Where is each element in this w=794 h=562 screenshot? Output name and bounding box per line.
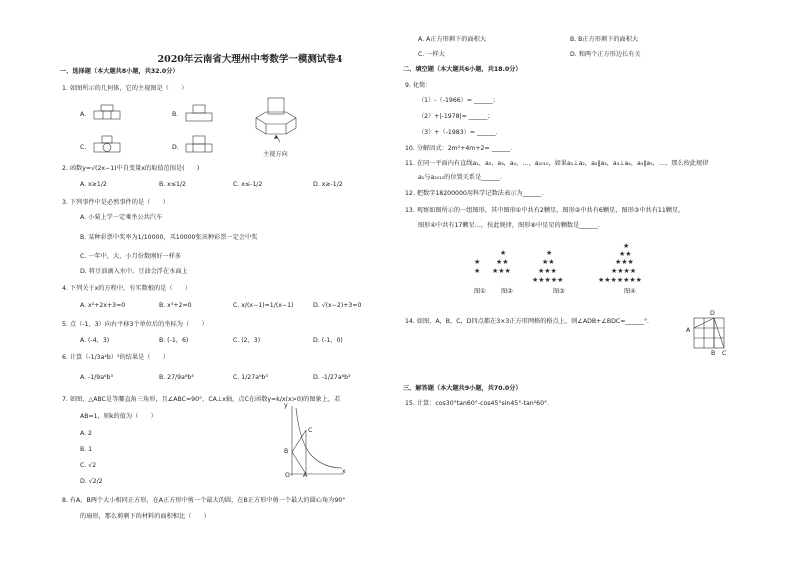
q7-label-y: y [284, 402, 288, 409]
q8-option-a: A. A正方形剩下的面积大 [418, 36, 486, 43]
q6-option-b: B. 27/9a⁶b³ [159, 374, 194, 381]
svg-text:★★★: ★★★ [492, 267, 511, 275]
fig-label-2: 图② [501, 288, 513, 295]
q6-option-d: D. -1/27a⁶b³ [313, 374, 351, 381]
page-title: 2020年云南省大理州中考数学一模测试卷4 [157, 54, 343, 65]
q14-label-a: A [686, 327, 691, 334]
q5-option-c: C. (2，3) [233, 337, 261, 344]
q1-option-b: B. [172, 111, 179, 118]
question-13-line2: 图形④中共有17颗星…，按此规律，图形⑧中星星的颗数是______． [418, 222, 605, 229]
question-11-line2: a₁与a₂₀₁₀的位置关系是______． [418, 174, 507, 181]
q14-label-c: C [722, 350, 727, 357]
q3-option-d: D. 将豆油滴入水中，豆油会浮在水面上 [80, 268, 188, 275]
q14-label-b: B [711, 350, 716, 357]
q5-option-d: D. (-1，0) [313, 337, 343, 344]
q7-label-a: A [303, 472, 308, 479]
q2-option-d: D. x≥-1/2 [313, 181, 343, 188]
question-13-line1: 13. 观察如图所示的一组图形，其中图形①中共有2颗星，图形②中共有6颗星，图形③中共有11颗星， [405, 207, 685, 214]
q4-option-b: B. x³+2=0 [159, 302, 192, 309]
question-7-line2: AB=1，则k的值为（ ） [80, 413, 157, 420]
q6-option-a: A. -1/9a⁶b³ [80, 374, 113, 381]
q2-option-c: C. x≤-1/2 [233, 181, 263, 188]
question-1: 1. 如图所示的几何体，它的主视图是（ ） [62, 85, 188, 92]
q7-label-o: O [285, 472, 290, 479]
q7-graph-figure [282, 404, 348, 478]
q2-option-b: B. x≤1/2 [159, 181, 186, 188]
q1-option-a-figure [92, 103, 122, 125]
question-14: 14. 如图，A，B，C，D四点都在3×3正方形网格的格点上，则∠ADB+∠BDC=______°． [405, 318, 654, 325]
q4-option-a: A. x²+2x+3=0 [80, 302, 126, 309]
q7-label-c: C [308, 427, 313, 434]
q1-option-a: A. [80, 111, 87, 118]
q3-option-a: A. 小菊上学一定乘坐公共汽车 [80, 214, 163, 221]
q3-option-c: C. 一年中，大、小月份数刚好一样多 [80, 253, 182, 260]
q7-label-x: x [342, 468, 346, 475]
question-8-line2: 的扇形，那么剪剩下的材料的面积相比（ ） [80, 513, 210, 520]
q7-label-b: B [284, 448, 289, 455]
svg-text:★: ★ [500, 249, 507, 257]
question-2: 2. 函数y=√(2x−1)中自变量x的取值范围是( ) [62, 165, 200, 172]
question-12: 12. 把数字18200000用科学记数法表示为______． [405, 190, 548, 197]
section-answer-heading: 三、解答题（本大题共9小题，共70.0分） [403, 385, 522, 392]
q7-option-b: B. 1 [80, 446, 93, 453]
question-5: 5. 点（-1，3）向右平移3个单位后的坐标为（ ） [62, 321, 208, 328]
q2-option-a: A. x≥1/2 [80, 181, 107, 188]
svg-text:★: ★ [474, 258, 481, 266]
svg-text:★★: ★★ [496, 258, 509, 266]
q5-option-a: A. (-4，3) [80, 337, 110, 344]
question-4: 4. 下列关于x的方程中，有实数根的是（ ） [62, 285, 192, 292]
svg-text:★★: ★★ [542, 258, 555, 266]
question-9: 9. 化简： [405, 82, 432, 89]
q4-option-c: C. x/(x−1)=1/(x−1) [233, 302, 294, 309]
svg-text:★★★★★: ★★★★★ [532, 276, 564, 284]
q1-option-c: C. [80, 144, 87, 151]
fig-label-1: 图① [474, 288, 486, 295]
question-10: 10. 分解因式：2m²+4m+2= ______． [405, 145, 517, 152]
q8-option-c: C. 一样大 [418, 51, 445, 58]
svg-text:★: ★ [474, 267, 481, 275]
fig-label-3: 图③ [553, 288, 565, 295]
svg-text:★★★: ★★★ [538, 267, 557, 275]
fig-label-4: 图④ [624, 288, 636, 295]
q1-solid-figure [252, 96, 300, 148]
q1-option-d-figure [184, 134, 214, 156]
question-7-line1: 7. 如图，△ABC是等腰直角三角形，且∠ABC=90°，CA⊥x轴，点C在函数y=k/x(x>0)的图象上，若 [62, 396, 341, 403]
q1-view-direction-label: 主视方向 [263, 151, 288, 158]
q8-option-b: B. B正方形剩下的面积大 [570, 36, 639, 43]
question-6: 6. 计算（-1/3a²b）³的结果是（ ） [62, 354, 169, 361]
svg-text:★★: ★★ [619, 250, 632, 258]
svg-text:★★★★: ★★★★ [611, 267, 637, 275]
q1-option-d: D. [172, 144, 179, 151]
q9-item-1: （1）-（-1966）= ______； [418, 97, 499, 104]
svg-text:★★★★★★★: ★★★★★★★ [598, 276, 642, 284]
svg-text:★★★: ★★★ [615, 258, 634, 266]
q8-option-d: D. 和两个正方形边长有关 [570, 51, 641, 58]
q9-item-3: （3）+（-1983）= ______． [418, 129, 502, 136]
q1-option-c-figure [92, 134, 122, 156]
q7-option-c: C. √2 [80, 462, 97, 469]
question-15: 15. 计算：cos30°tan60°-cos45°sin45°-tan²60°． [405, 400, 554, 407]
q14-label-d: D [710, 310, 715, 317]
section-choice-heading: 一、选择题（本大题共8小题，共32.0分） [60, 68, 179, 75]
q6-option-c: C. 1/27a⁶b³ [233, 374, 268, 381]
q1-option-b-figure [184, 103, 214, 125]
question-11-line1: 11. 在同一平面内有直线a₁，a₂，a₃，a₄，…，a₂₀₁₀，如果a₁⊥a₂，a₂∥a₃，a₃⊥a₄，a₄∥a₅，…，那么按此规律 [405, 160, 709, 167]
svg-text:★: ★ [546, 249, 553, 257]
section-fill-heading: 二、填空题（本大题共6小题，共18.0分） [403, 66, 522, 73]
svg-text:★: ★ [623, 242, 630, 250]
question-8-line1: 8. 有A，B两个大小相同正方形，在A正方形中剪一个最大的圆，在B正方形中剪一个最大的圆心角为90° [62, 497, 346, 504]
q7-option-d: D. √2/2 [80, 478, 103, 485]
question-3: 3. 下列事件中是必然事件的是（ ） [62, 199, 169, 206]
q13-star-figures [468, 242, 678, 286]
q3-option-b: B. 某种彩票中奖率为1/10000，买10000张该种彩票一定会中奖 [80, 234, 258, 241]
q9-item-2: （2）+|-1978|= ______； [418, 113, 494, 120]
q5-option-b: B. (-1，6) [159, 337, 189, 344]
q4-option-d: D. √(x−2)+3=0 [313, 302, 362, 309]
q7-option-a: A. 2 [80, 430, 92, 437]
